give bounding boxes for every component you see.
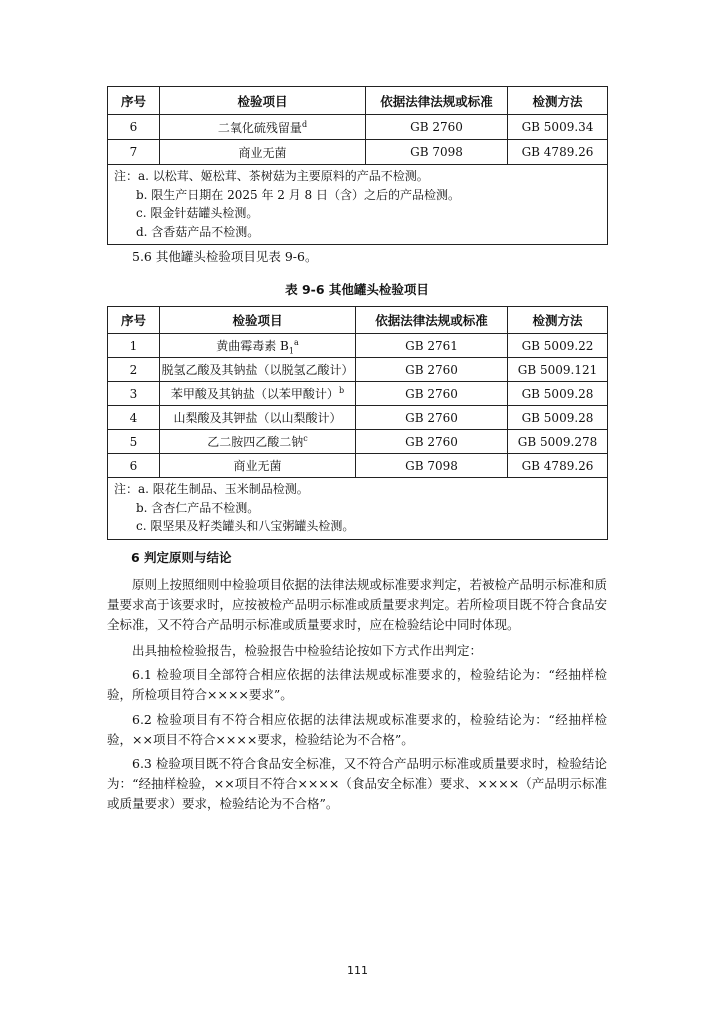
cell-no: 6	[108, 115, 160, 140]
cell-no: 1	[108, 334, 160, 358]
note-b: b. 含杏仁产品不检测。	[136, 500, 260, 515]
page-number: 111	[347, 964, 368, 977]
header-method: 检测方法	[508, 87, 608, 115]
paragraph-principle: 原则上按照细则中检验项目依据的法律法规或标准要求判定，若被检产品明示标准和质量要求高于该要求时，应按被检产品明示标准或质量要求判定。若所检项目既不符合食品安全标准，又不符合产品明示标准或质量要求时，应在检验结论中同时体现。	[107, 577, 608, 632]
cell-method: GB 4789.26	[508, 140, 608, 165]
paragraph-report: 出具抽检检验报告，检验报告中检验结论按如下方式作出判定：	[132, 643, 483, 658]
footnote-mark: c	[303, 434, 308, 443]
note-b: b. 限生产日期在 2025 年 2 月 8 日（含）之后的产品检测。	[136, 187, 461, 202]
cell-law: GB 7098	[366, 140, 508, 165]
cell-method: GB 5009.28	[508, 406, 608, 430]
paragraph-6-3: 6.3 检验项目既不符合食品安全标准，又不符合产品明示标准或质量要求时，检验结论为：“经抽样检验，××项目不符合××××（食品安全标准）要求、××××（产品明示标准或质量要求）要求，检验结论为不合格”。	[107, 756, 607, 811]
note-a: 注：a. 限花生制品、玉米制品检测。	[114, 482, 309, 496]
table-notes	[108, 165, 608, 245]
cell-item: 脱氢乙酸及其钠盐（以脱氢乙酸计）	[160, 358, 356, 382]
cell-item: 黄曲霉毒素 $B_1^a$	[160, 334, 356, 358]
header-method: 检测方法	[508, 307, 608, 334]
cell-method: GB 5009.121	[508, 358, 608, 382]
table-notes-row	[108, 165, 608, 245]
note-a: 注：a. 以松茸、姬松茸、茶树菇为主要原料的产品不检测。	[114, 169, 429, 183]
table-row	[108, 382, 608, 406]
cell-no: 7	[108, 140, 160, 165]
cell-item: 二氧化硫残留量$^d$	[160, 115, 366, 140]
header-no: 序号	[108, 307, 160, 334]
note-c: c. 限金针菇罐头检测。	[136, 206, 259, 220]
note-d: d. 含香菇产品不检测。	[136, 224, 260, 239]
section-heading: 6 判定原则与结论	[131, 550, 232, 565]
cell-no: 6	[108, 454, 160, 478]
paragraph-6-2: 6.2 检验项目有不符合相应依据的法律法规或标准要求的，检验结论为：“经抽样检验，××项目不符合××××要求，检验结论为不合格”。	[107, 712, 607, 747]
footnote-mark: d	[301, 119, 308, 129]
table-row	[108, 140, 608, 165]
cell-law: GB 2760	[356, 358, 508, 382]
inspection-table-continued	[107, 86, 608, 245]
table-notes	[108, 478, 608, 540]
cell-law: GB 2761	[356, 334, 508, 358]
header-no: 序号	[108, 87, 160, 115]
table-row	[108, 406, 608, 430]
footnote-mark: a	[293, 338, 299, 347]
cell-method: GB 5009.278	[508, 430, 608, 454]
table-row	[108, 115, 608, 140]
cell-no: 4	[108, 406, 160, 430]
inspection-table-other-cans	[107, 306, 608, 540]
table-notes-row	[108, 478, 608, 540]
table-header-row	[108, 87, 608, 115]
cell-law: GB 2760	[366, 115, 508, 140]
paragraph-6-1: 6.1 检验项目全部符合相应依据的法律法规或标准要求的，检验结论为：“经抽样检验，所检项目符合××××要求”。	[107, 667, 607, 702]
cell-method: GB 5009.34	[508, 115, 608, 140]
cell-law: GB 7098	[356, 454, 508, 478]
note-c: c. 限坚果及籽类罐头和八宝粥罐头检测。	[136, 519, 355, 533]
footnote-mark: b	[338, 386, 345, 395]
cell-law: GB 2760	[356, 382, 508, 406]
cell-item: 商业无菌	[160, 454, 356, 478]
header-item: 检验项目	[160, 307, 356, 334]
cell-item: 山梨酸及其钾盐（以山梨酸计）	[160, 406, 356, 430]
cell-method: GB 5009.28	[508, 382, 608, 406]
table-row	[108, 358, 608, 382]
cell-no: 5	[108, 430, 160, 454]
subscript: 1	[288, 346, 294, 356]
cell-item: 商业无菌	[160, 140, 366, 165]
cell-item: 苯甲酸及其钠盐（以苯甲酸计）$^b$	[160, 382, 356, 406]
cell-method: GB 5009.22	[508, 334, 608, 358]
cell-no: 2	[108, 358, 160, 382]
table-row	[108, 454, 608, 478]
table-header-row	[108, 307, 608, 334]
header-item: 检验项目	[160, 87, 366, 115]
cell-method: GB 4789.26	[508, 454, 608, 478]
table-row	[108, 430, 608, 454]
header-law: 依据法律法规或标准	[366, 87, 508, 115]
paragraph-5-6: 5.6 其他罐头检验项目见表 9-6。	[132, 249, 318, 264]
table-row	[108, 334, 608, 358]
cell-no: 3	[108, 382, 160, 406]
table-caption: 表 9-6 其他罐头检验项目	[285, 282, 429, 297]
cell-law: GB 2760	[356, 430, 508, 454]
header-law: 依据法律法规或标准	[356, 307, 508, 334]
cell-item: 乙二胺四乙酸二钠$^c$	[160, 430, 356, 454]
cell-law: GB 2760	[356, 406, 508, 430]
